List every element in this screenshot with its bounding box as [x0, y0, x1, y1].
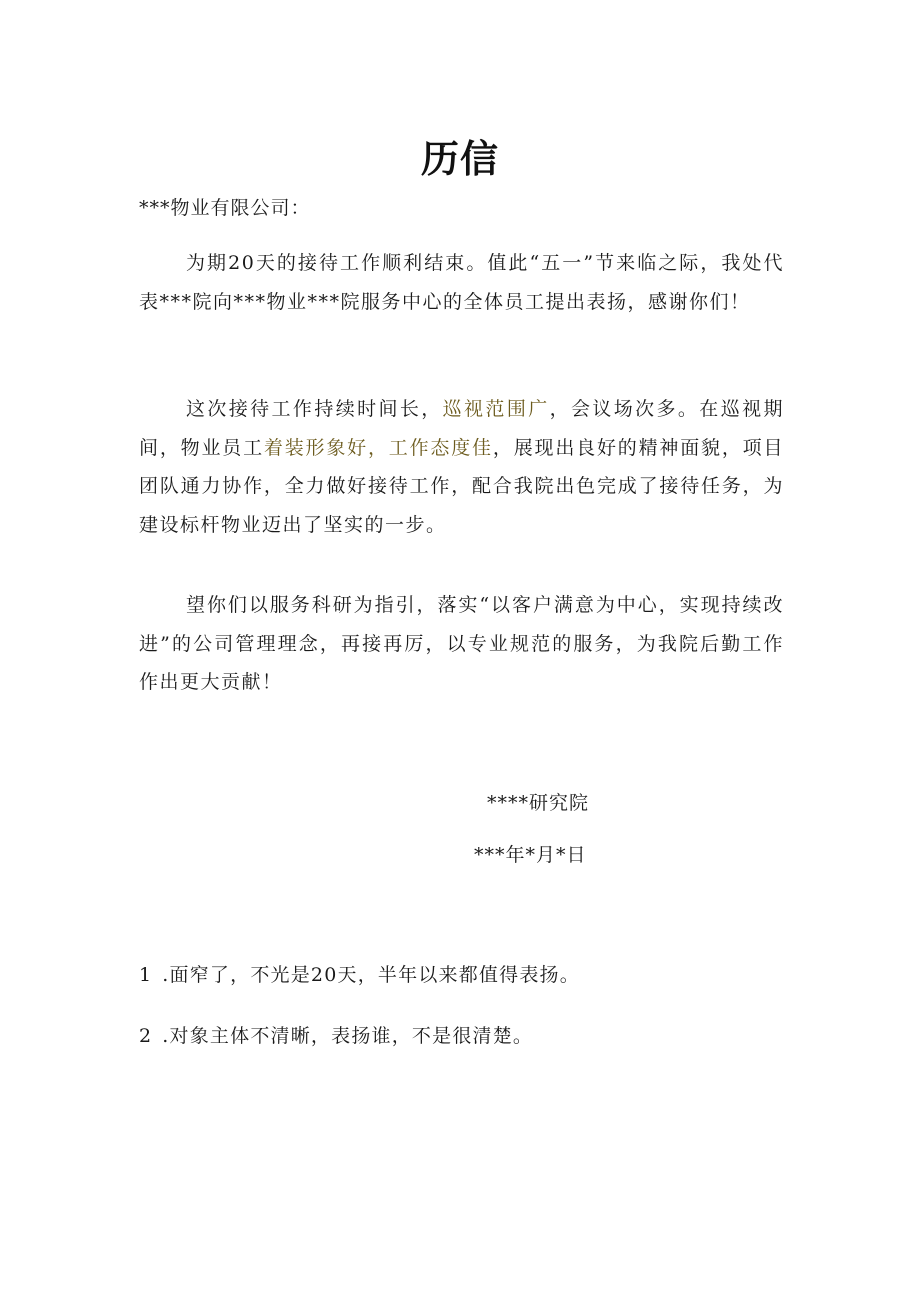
- paragraph-3: 望你们以服务科研为指引，落实“以客户满意为中心，实现持续改进”的公司管理理念，再接再厉，以专业规范的服务，为我院后勤工作作出更大贡献！: [139, 594, 784, 693]
- salutation: ***物业有限公司：: [139, 197, 311, 219]
- review-note: [139, 960, 580, 987]
- paragraph-2-part-c: ，会议场次多。在巡视期间，物业员工: [139, 398, 784, 459]
- signature-date: ***年*月*日: [474, 844, 587, 866]
- page-title: 历信: [420, 137, 499, 181]
- review-note: [139, 1021, 533, 1048]
- note-number: 1: [139, 964, 153, 986]
- note-text: .对象主体不清晰，表扬谁，不是很清楚。: [162, 1025, 534, 1047]
- paragraph-2-highlight-2: 着装形象好，工作态度佳: [263, 436, 493, 459]
- note-number: 2: [139, 1025, 153, 1047]
- paragraph-2: [139, 390, 784, 544]
- signature-organization: ****研究院: [487, 792, 590, 814]
- paragraph-2-highlight-1: 巡视范围广: [442, 398, 550, 420]
- paragraph-1: 为期20天的接待工作顺利结束。值此“五一”节来临之际，我处代表***院向***物业***院服务中心的全体员工提出表扬，感谢你们！: [139, 252, 784, 313]
- note-text: .面窄了，不光是20天，半年以来都值得表扬。: [162, 964, 580, 986]
- paragraph-2-part-a: 这次接待工作持续时间长，: [186, 398, 443, 420]
- paragraph-2-part-e: ，展现出良好的精神面貌，项目团队通力协作，全力做好接待工作，配合我院出色完成了接待任务，为建设标杆物业迈出了坚实的一步。: [139, 436, 784, 536]
